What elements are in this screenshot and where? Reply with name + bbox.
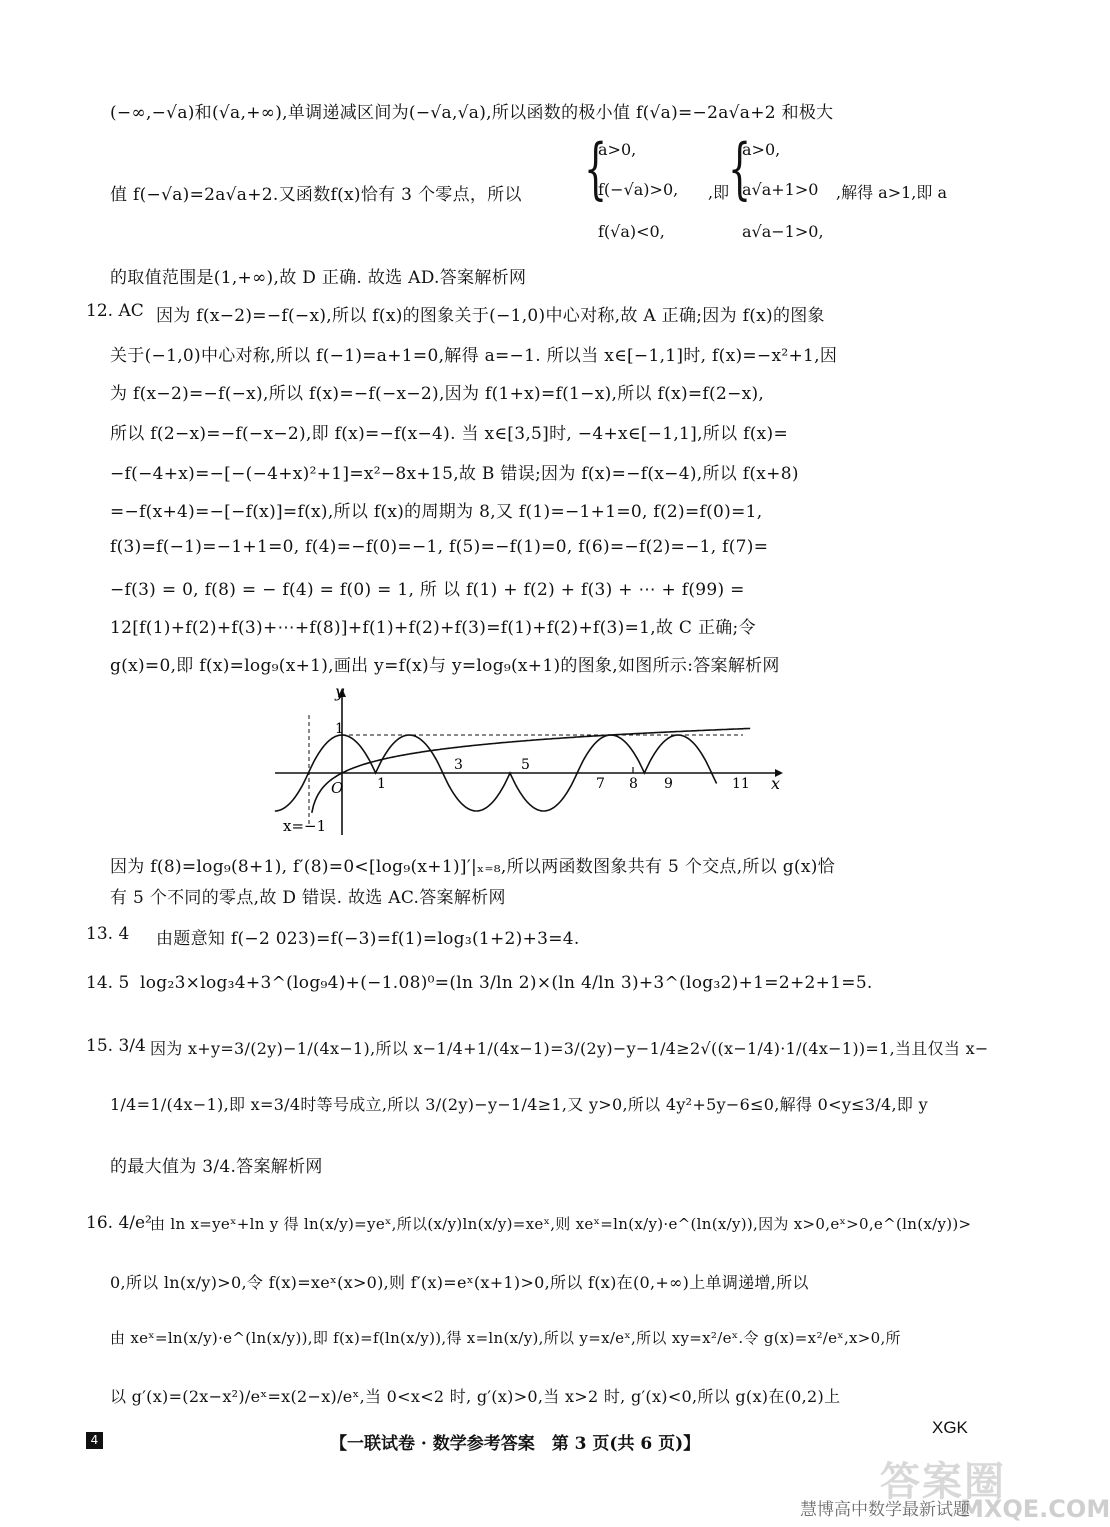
answer-number: 15. 3/4 — [86, 1036, 146, 1056]
answer-number: 14. 5 — [86, 973, 130, 993]
page-mark: 4 — [86, 1432, 103, 1449]
text-line: −f(3) = 0, f(8) = − f(4) = f(0) = 1, 所 以 f(1) + f(2) + f(3) + ⋯ + f(99) = — [110, 580, 745, 600]
text-line: 为 f(x−2)=−f(−x),所以 f(x)=−f(−x−2),因为 f(1+x)=f(1−x),所以 f(x)=f(2−x), — [110, 384, 765, 404]
footer-code: XGK — [932, 1418, 968, 1437]
text-line: 因为 x+y=3/(2y)−1/(4x−1),所以 x−1/4+1/(4x−1)=3/(2y)−y−1/4≥2√((x−1/4)·1/(4x−1))=1,当且仅当 x− — [150, 1039, 989, 1058]
text-line: log₂3×log₃4+3^(log₉4)+(−1.08)⁰=(ln 3/ln 2)×(ln 4/ln 3)+3^(log₃2)+1=2+2+1=5. — [140, 973, 873, 993]
function-graph — [265, 682, 785, 840]
text-line: 以 g′(x)=(2x−x²)/eˣ=x(2−x)/eˣ,当 0<x<2 时, g′(x)>0,当 x>2 时, g′(x)<0,所以 g(x)在(0,2)上 — [110, 1387, 841, 1406]
footer-title: 【一联试卷 · 数学参考答案 第 3 页(共 6 页)】 — [330, 1434, 701, 1454]
x-tick-label: 3 — [454, 757, 463, 773]
x-tick-label: 9 — [664, 776, 673, 792]
text-line: 关于(−1,0)中心对称,所以 f(−1)=a+1=0,解得 a=−1. 所以当 x∈[−1,1]时, f(x)=−x²+1,因 — [110, 346, 838, 366]
x-tick-label: 1 — [377, 776, 386, 792]
x-axis-label: x — [771, 774, 781, 793]
text-line: 12[f(1)+f(2)+f(3)+⋯+f(8)]+f(1)+f(2)+f(3)=f(1)+f(2)+f(3)=1,故 C 正确;令 — [110, 618, 756, 638]
text-line: (−∞,−√a)和(√a,+∞),单调递减区间为(−√a,√a),所以函数的极小值 f(√a)=−2a√a+2 和极大 — [110, 103, 834, 123]
system-line: f(√a)<0, — [598, 222, 665, 241]
text-line: 所以 f(2−x)=−f(−x−2),即 f(x)=−f(x−4). 当 x∈[3,5]时, −4+x∈[−1,1],所以 f(x)= — [110, 424, 788, 444]
system-line: a√a+1>0 — [742, 180, 819, 199]
text-line: 值 f(−√a)=2a√a+2.又函数f(x)恰有 3 个零点，所以 — [110, 185, 522, 205]
text-line: ,解得 a>1,即 a — [836, 183, 948, 202]
text-line: 由 ln x=yeˣ+ln y 得 ln(x/y)=yeˣ,所以(x/y)ln(x/y)=xeˣ,则 xeˣ=ln(x/y)·e^(ln(x/y)),因为 x>0,eˣ>0,e^(ln(x/y))> — [150, 1215, 972, 1233]
text-line: f(3)=f(−1)=−1+1=0, f(4)=−f(0)=−1, f(5)=−f(1)=0, f(6)=−f(2)=−1, f(7)= — [110, 537, 769, 557]
answer-number: 12. AC — [86, 301, 144, 321]
text-line: g(x)=0,即 f(x)=log₉(x+1),画出 y=f(x)与 y=log₉(x+1)的图象,如图所示:答案解析网 — [110, 656, 780, 676]
system-line: a>0, — [742, 140, 781, 159]
text-line: 0,所以 ln(x/y)>0,令 f(x)=xeˣ(x>0),则 f′(x)=eˣ(x+1)>0,所以 f(x)在(0,+∞)上单调递增,所以 — [110, 1273, 809, 1292]
x-tick-label: 11 — [732, 776, 750, 792]
system-line: a>0, — [598, 140, 637, 159]
answer-number: 16. 4/e² — [86, 1213, 152, 1233]
text-line: 由 xeˣ=ln(x/y)·e^(ln(x/y)),即 f(x)=f(ln(x/y)),得 x=ln(x/y),所以 y=x/eˣ,所以 xy=x²/eˣ.令 g(x)=x²/eˣ,x>0,所 — [110, 1329, 901, 1347]
text-line: −f(−4+x)=−[−(−4+x)²+1]=x²−8x+15,故 B 错误;因为 f(x)=−f(x−4),所以 f(x+8) — [110, 464, 799, 484]
x-tick-label: 7 — [596, 776, 605, 792]
watermark-url: MXQE.COM — [960, 1495, 1110, 1523]
left-brace: { — [728, 130, 752, 207]
text-line: 因为 f(x−2)=−f(−x),所以 f(x)的图象关于(−1,0)中心对称,故 A 正确;因为 f(x)的图象 — [156, 306, 825, 326]
x-tick-label: 8 — [629, 776, 638, 792]
left-brace: { — [584, 130, 608, 207]
text-line: ,即 — [708, 183, 730, 202]
y-axis-label: y — [335, 682, 345, 701]
text-line: 因为 f(8)=log₉(8+1), f′(8)=0<[log₉(x+1)]′|ₓ₌₈,所以两函数图象共有 5 个交点,所以 g(x)恰 — [110, 857, 835, 877]
answer-number: 13. 4 — [86, 924, 130, 944]
system-line: f(−√a)>0, — [598, 180, 679, 199]
text-line: 有 5 个不同的零点,故 D 错误. 故选 AC.答案解析网 — [110, 888, 506, 908]
y-tick-label: 1 — [335, 721, 344, 737]
text-line: 的最大值为 3/4.答案解析网 — [110, 1157, 323, 1177]
text-line: 由题意知 f(−2 023)=f(−3)=f(1)=log₃(1+2)+3=4. — [156, 929, 580, 949]
text-line: 的取值范围是(1,+∞),故 D 正确. 故选 AD.答案解析网 — [110, 268, 527, 288]
text-line: =−f(x+4)=−[−f(x)]=f(x),所以 f(x)的周期为 8,又 f(1)=−1+1=0, f(2)=f(0)=1, — [110, 502, 763, 522]
asymptote-label: x=−1 — [283, 817, 327, 835]
watermark-logo: 答案圈 — [880, 1459, 1006, 1505]
system-line: a√a−1>0, — [742, 222, 824, 241]
x-tick-label: 5 — [521, 757, 530, 773]
watermark-text: 慧博高中数学最新试题 — [800, 1500, 970, 1520]
text-line: 1/4=1/(4x−1),即 x=3/4时等号成立,所以 3/(2y)−y−1/4≥1,又 y>0,所以 4y²+5y−6≤0,解得 0<y≤3/4,即 y — [110, 1095, 928, 1114]
origin-label: O — [331, 779, 344, 797]
